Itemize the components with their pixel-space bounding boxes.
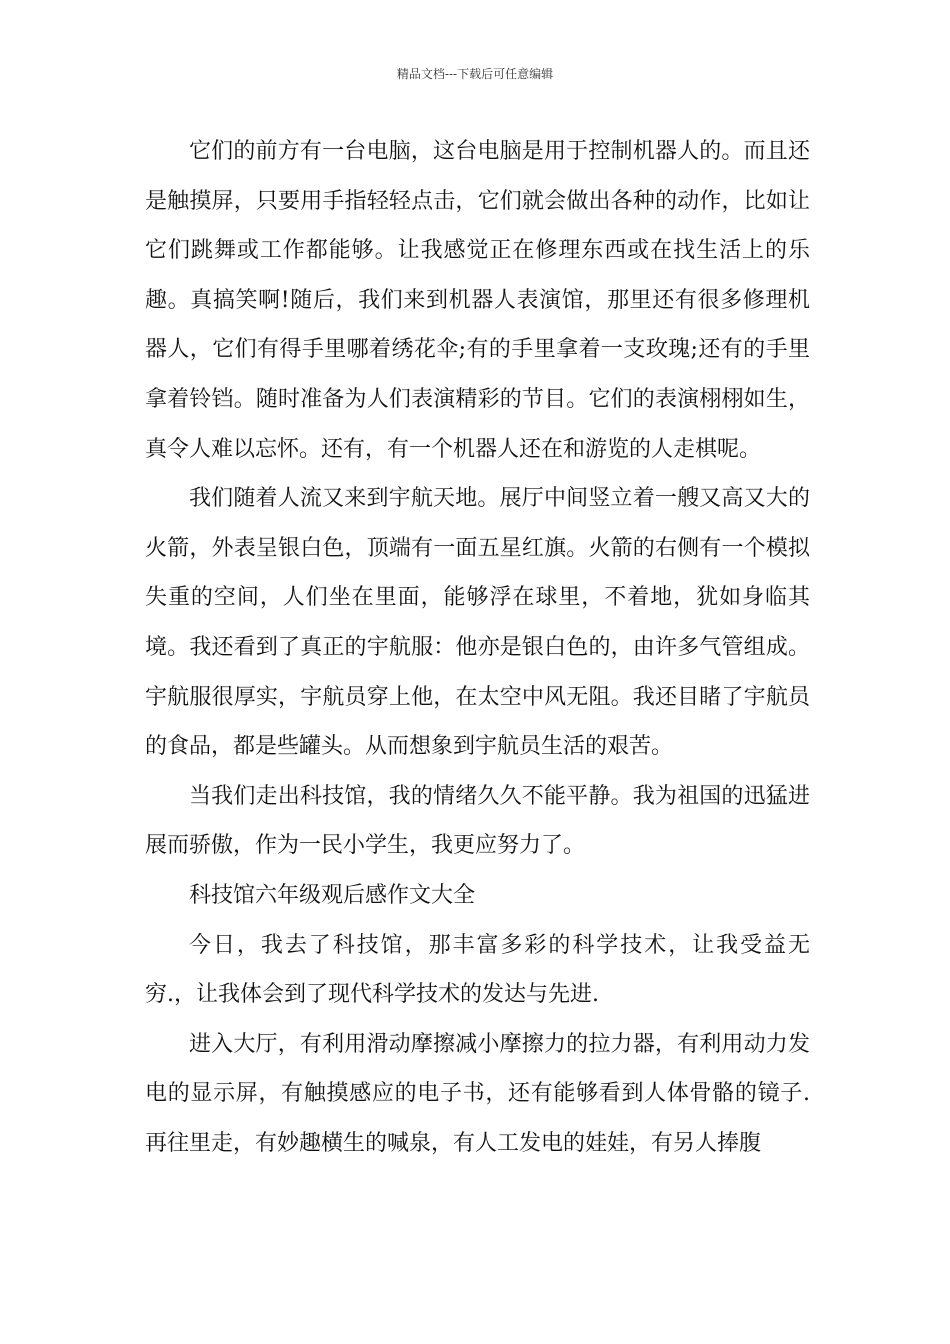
paragraph-conclusion: 当我们走出科技馆，我的情绪久久不能平静。我为祖国的迅猛进展而骄傲，作为一民小学生，我更应努力了。 xyxy=(145,783,810,859)
paragraph-intro: 今日，我去了科技馆，那丰富多彩的科学技术，让我受益无穷.，让我体会到了现代科学技术的发达与先进. xyxy=(145,932,810,1008)
section-title: 科技馆六年级观后感作文大全 xyxy=(189,882,476,908)
page-header: 精品文档---下载后可任意编辑 xyxy=(396,67,554,81)
document-body xyxy=(145,127,810,1168)
paragraph-hall: 进入大厅，有利用滑动摩擦减小摩擦力的拉力器，有利用动力发电的显示屏，有触摸感应的电子书，还有能够看到人体骨骼的镜子.再往里走，有妙趣横生的喊泉，有人工发电的娃娃，有另人捧腹 xyxy=(145,1031,810,1156)
paragraph-space: 我们随着人流又来到宇航天地。展厅中间竖立着一艘又高又大的火箭，外表呈银白色，顶端有一面五星红旗。火箭的右侧有一个模拟失重的空间，人们坐在里面，能够浮在球里，不着地，犹如身临其境。我还看到了真正的宇航服：他亦是银白色的，由许多气管组成。宇航服很厚实，宇航员穿上他，在太空中风无阻。我还目睹了宇航员的食品，都是些罐头。从而想象到宇航员生活的艰苦。 xyxy=(145,486,810,760)
paragraph-robots: 它们的前方有一台电脑，这台电脑是用于控制机器人的。而且还是触摸屏，只要用手指轻轻点击，它们就会做出各种的动作，比如让它们跳舞或工作都能够。让我感觉正在修理东西或在找生活上的乐趣。真搞笑啊!随后，我们来到机器人表演馆，那里还有很多修理机器人，它们有得手里哪着绣花伞;有的手里拿着一支玫瑰;还有的手里拿着铃铛。随时准备为人们表演精彩的节目。它们的表演栩栩如生，真令人难以忘怀。还有，有一个机器人还在和游览的人走棋呢。 xyxy=(145,139,810,462)
